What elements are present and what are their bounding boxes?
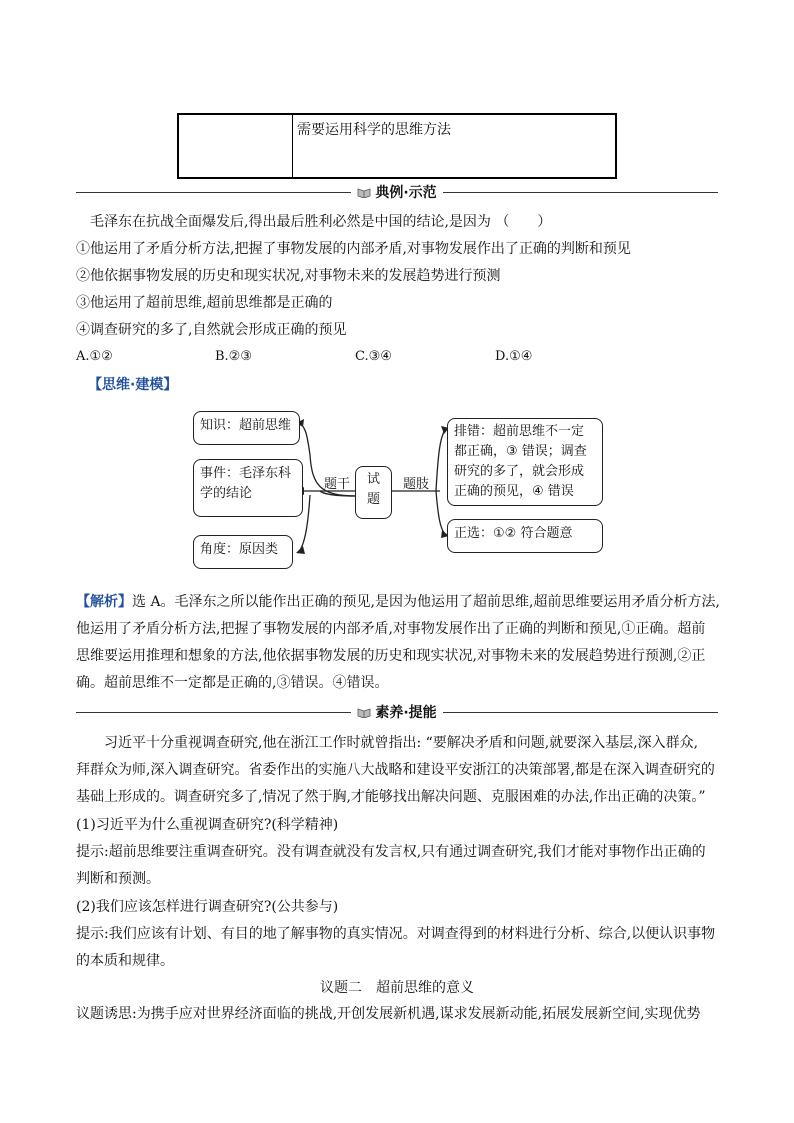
box-event-line-2: 学的结论 <box>200 486 253 501</box>
box-select-text: 正选：①② 符合题意 <box>454 526 573 541</box>
topic2-intro: 议题诱思:为携手应对世界经济面临的挑战,开创发展新机遇,谋求发展新动能,拓展发展新空间,实现优势 <box>76 1006 701 1022</box>
question-item-2: ②他依据事物发展的历史和现实状况,对事物未来的发展趋势进行预测 <box>76 268 501 284</box>
label-stem: 题干 <box>324 477 351 492</box>
q2-hint-1: 提示:我们应该有计划、有目的地了解事物的真实情况。对调查得到的材料进行分析、综合,以便认识事物 <box>76 926 716 942</box>
section-header-literacy <box>0 702 794 722</box>
box-exclude-line-2: 都正确，③ 错误；调查 <box>454 444 587 459</box>
q2-hint-2: 的本质和规律。 <box>76 953 174 969</box>
box-exclude-line-4: 正确的预见，④ 错误 <box>454 484 574 499</box>
analysis-line-3: 思维要运用推理和想象的方法,他依据事物发展的历史和现实状况,对事物未来的发展趋势进行预测,②正 <box>76 648 706 664</box>
box-exclude-line-3: 研究的多了，就会形成 <box>454 464 585 479</box>
section-title: 典例·示范 <box>375 185 437 201</box>
summary-table <box>177 113 617 179</box>
model-title: 【思维·建模】 <box>88 377 178 393</box>
analysis-line-4: 确。超前思维不一定都是正确的,③错误。④错误。 <box>76 675 389 691</box>
option-b: B.②③ <box>215 349 252 364</box>
q1-hint-1: 提示:超前思维要注重调查研究。没有调查就没有发言权,只有通过调查研究,我们才能对事物作出正确的 <box>76 844 706 860</box>
connector-exclude <box>436 429 446 491</box>
box-event <box>193 459 303 517</box>
box-event-line-1: 事件：毛泽东科 <box>200 466 292 481</box>
analysis-text-1: 选 A。毛泽东之所以能作出正确的预见,是因为他运用了超前思维,超前思维要运用矛盾分析方法, <box>132 594 720 610</box>
box-question-line-2: 题 <box>366 492 380 507</box>
question-item-1: ①他运用了矛盾分析方法,把握了事物发展的内部矛盾,对事物发展作出了正确的判断和预见 <box>76 241 631 257</box>
book-icon <box>357 187 371 198</box>
option-a: A.①② <box>76 349 113 364</box>
table-divider <box>292 115 293 177</box>
box-exclude-line-1: 排错：超前思维不一定 <box>454 424 585 439</box>
q1-hint-2: 判断和预测。 <box>76 871 160 887</box>
box-angle <box>193 535 293 569</box>
section-header-example <box>0 182 794 202</box>
analysis-tag: 【解析】 <box>76 594 132 610</box>
box-question-line-1: 试 <box>366 472 380 487</box>
q1-question: (1)习近平为什么重视调查研究?(科学精神) <box>76 817 339 833</box>
q2-question: (2)我们应该怎样进行调查研究?(公共参与) <box>76 899 339 915</box>
box-select <box>447 519 603 553</box>
option-d: D.①④ <box>495 349 533 364</box>
box-angle-text: 角度：原因类 <box>200 542 279 557</box>
question-stem: 毛泽东在抗战全面爆发后,得出最后胜利必然是中国的结论,是因为 （ ） <box>90 214 552 230</box>
question-item-4: ④调查研究的多了,自然就会形成正确的预见 <box>76 322 347 338</box>
box-knowledge <box>193 411 300 445</box>
passage-line-3: 基础上形成的。调查研究多了,情况了然于胸,才能够找出解决问题、克服困难的办法,作出正确的决策。” <box>76 789 706 805</box>
book-icon <box>357 707 371 718</box>
analysis-line-1 <box>76 592 720 612</box>
diagram-connectors <box>0 395 794 570</box>
box-knowledge-text: 知识：超前思维 <box>200 418 292 433</box>
connector-select <box>436 491 446 535</box>
box-exclude <box>447 418 603 506</box>
topic2-title: 议题二 超前思维的意义 <box>320 980 474 996</box>
question-item-3: ③他运用了超前思维,超前思维都是正确的 <box>76 295 333 311</box>
passage-line-1: 习近平十分重视调查研究,他在浙江工作时就曾指出: “要解决矛盾和问题,就要深入基层,深入群众, <box>104 735 699 751</box>
section-title: 素养·提能 <box>375 705 437 721</box>
box-question <box>355 466 392 519</box>
label-options: 题肢 <box>403 477 430 492</box>
analysis-line-2: 他运用了矛盾分析方法,把握了事物发展的内部矛盾,对事物发展作出了正确的判断和预见,①正确。超前 <box>76 621 706 637</box>
option-c: C.③④ <box>355 349 392 364</box>
table-cell: 需要运用科学的思维方法 <box>297 122 451 138</box>
passage-line-2: 拜群众为师,深入调查研究。省委作出的实施八大战略和建设平安浙江的决策部署,都是在深入调查研究的 <box>76 762 715 778</box>
